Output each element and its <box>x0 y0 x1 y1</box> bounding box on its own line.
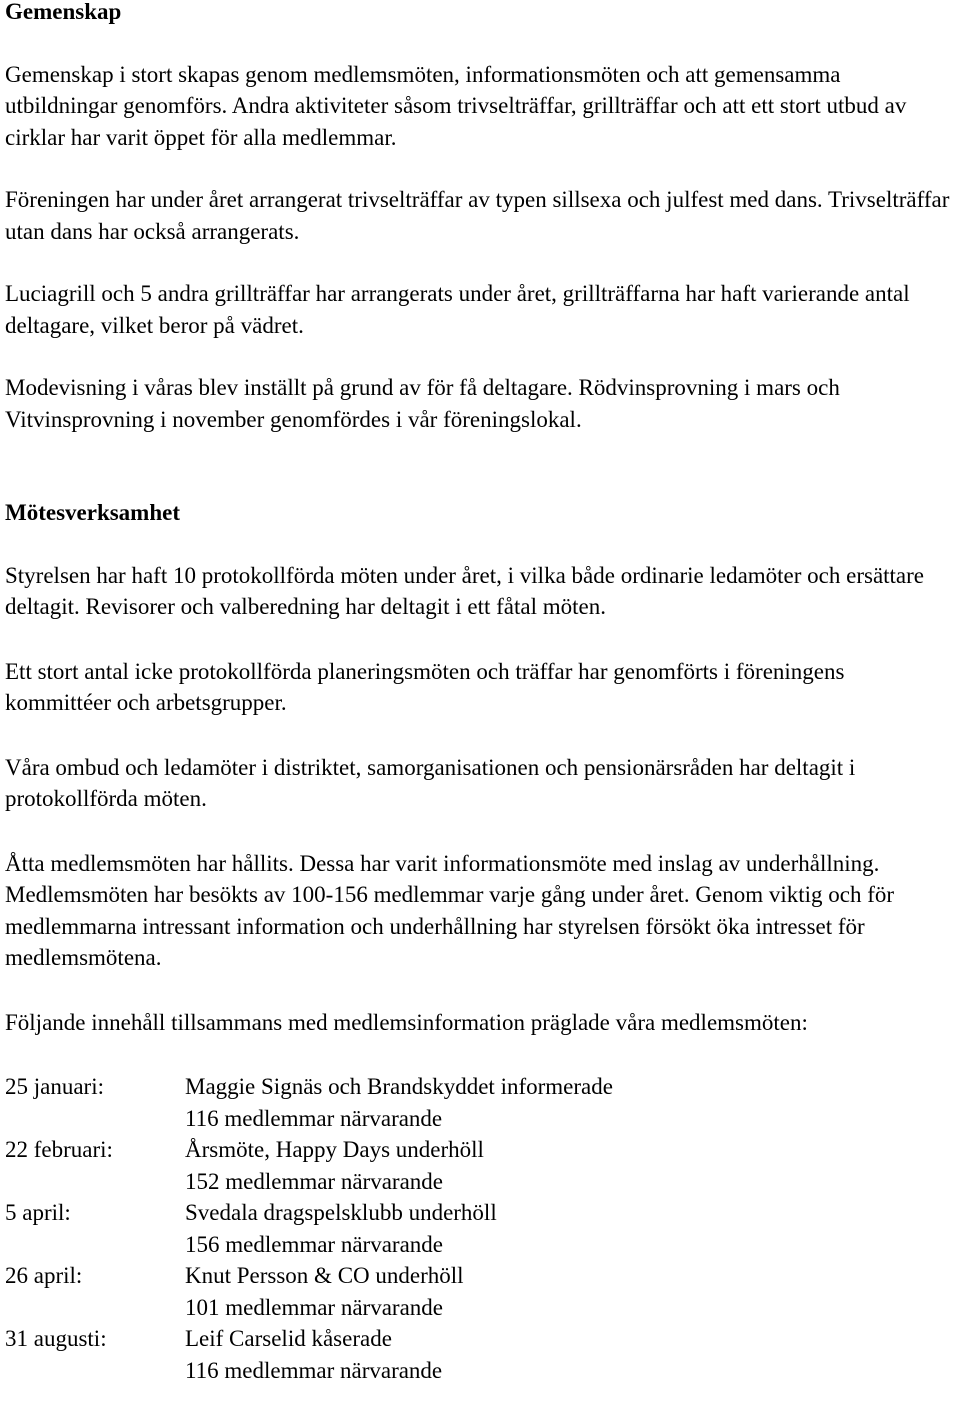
paragraph: Ett stort antal icke protokollförda planeringsmöten och träffar har genomförts i föreningens kommittéer och arbetsgrupper. <box>5 658 845 715</box>
meeting-date: 5 april: <box>5 1200 71 1225</box>
meeting-event: Svedala dragspelsklubb underhöll <box>185 1200 497 1225</box>
meeting-info <box>185 1071 952 1134</box>
meeting-info <box>185 1260 952 1323</box>
paragraph: Luciagrill och 5 andra grillträffar har arrangerats under året, grillträffarna har haft varierande antal deltagare, vilket beror på vädret. <box>5 281 910 338</box>
section-heading-motesverksamhet: Mötesverksamhet <box>5 500 181 525</box>
meeting-date: 25 januari: <box>5 1074 104 1099</box>
meeting-date: 26 april: <box>5 1263 83 1288</box>
paragraph: Gemenskap i stort skapas genom medlemsmöten, informationsmöten och att gemensamma utbildningar genomförs. Andra aktiviteter såsom trivselträffar, grillträffar och att ett stort utbud av cirklar har varit öppet för alla medlemmar. <box>5 61 907 150</box>
meeting-info <box>185 1134 952 1197</box>
meeting-info <box>185 1323 952 1386</box>
meeting-row <box>5 1134 952 1197</box>
meeting-event: Knut Persson & CO underhöll <box>185 1263 464 1288</box>
meeting-date: 22 februari: <box>5 1137 113 1162</box>
meeting-attendance: 116 medlemmar närvarande <box>185 1105 443 1131</box>
paragraph: Åtta medlemsmöten har hållits. Dessa har varit informationsmöte med inslag av underhållning. Medlemsmöten har besökts av 100-156 medlemmar varje gång under året. Genom viktig och för medlemmarna intressant information och underhållning har styrelsen försökt öka intresset för medlemsmötena. <box>5 850 895 970</box>
meeting-attendance: 156 medlemmar närvarande <box>185 1231 443 1257</box>
paragraph: Styrelsen har haft 10 protokollförda möten under året, i vilka både ordinarie ledamöter och ersättare deltagit. Revisorer och valberedning har deltagit i ett fåtal möten. <box>5 562 925 619</box>
section-gemenskap <box>5 0 952 435</box>
meeting-attendance: 116 medlemmar närvarande <box>185 1357 443 1383</box>
meeting-row <box>5 1071 952 1134</box>
meeting-row <box>5 1323 952 1386</box>
paragraph: Modevisning i våras blev inställt på grund av för få deltagare. Rödvinsprovning i mars och Vitvinsprovning i november genomfördes i vår föreningslokal. <box>5 375 840 432</box>
section-motesverksamhet <box>5 497 952 1386</box>
meeting-row <box>5 1260 952 1323</box>
paragraph: Våra ombud och ledamöter i distriktet, samorganisationen och pensionärsråden har deltagit i protokollförda möten. <box>5 754 856 811</box>
paragraph: Föreningen har under året arrangerat trivselträffar av typen sillsexa och julfest med dans. Trivselträffar utan dans har också arrangerats. <box>5 187 950 244</box>
meeting-row <box>5 1197 952 1260</box>
meeting-event: Maggie Signäs och Brandskyddet informerade <box>185 1074 613 1099</box>
section-heading-gemenskap: Gemenskap <box>5 0 122 24</box>
meeting-info <box>185 1197 952 1260</box>
meeting-date: 31 augusti: <box>5 1326 107 1351</box>
meeting-event: Leif Carselid kåserade <box>185 1326 392 1351</box>
meeting-event: Årsmöte, Happy Days underhöll <box>185 1137 484 1162</box>
paragraph: Följande innehåll tillsammans med medlemsinformation präglade våra medlemsmöten: <box>5 1009 808 1035</box>
meeting-attendance: 101 medlemmar närvarande <box>185 1294 443 1320</box>
meeting-list <box>5 1071 952 1386</box>
meeting-attendance: 152 medlemmar närvarande <box>185 1168 443 1194</box>
